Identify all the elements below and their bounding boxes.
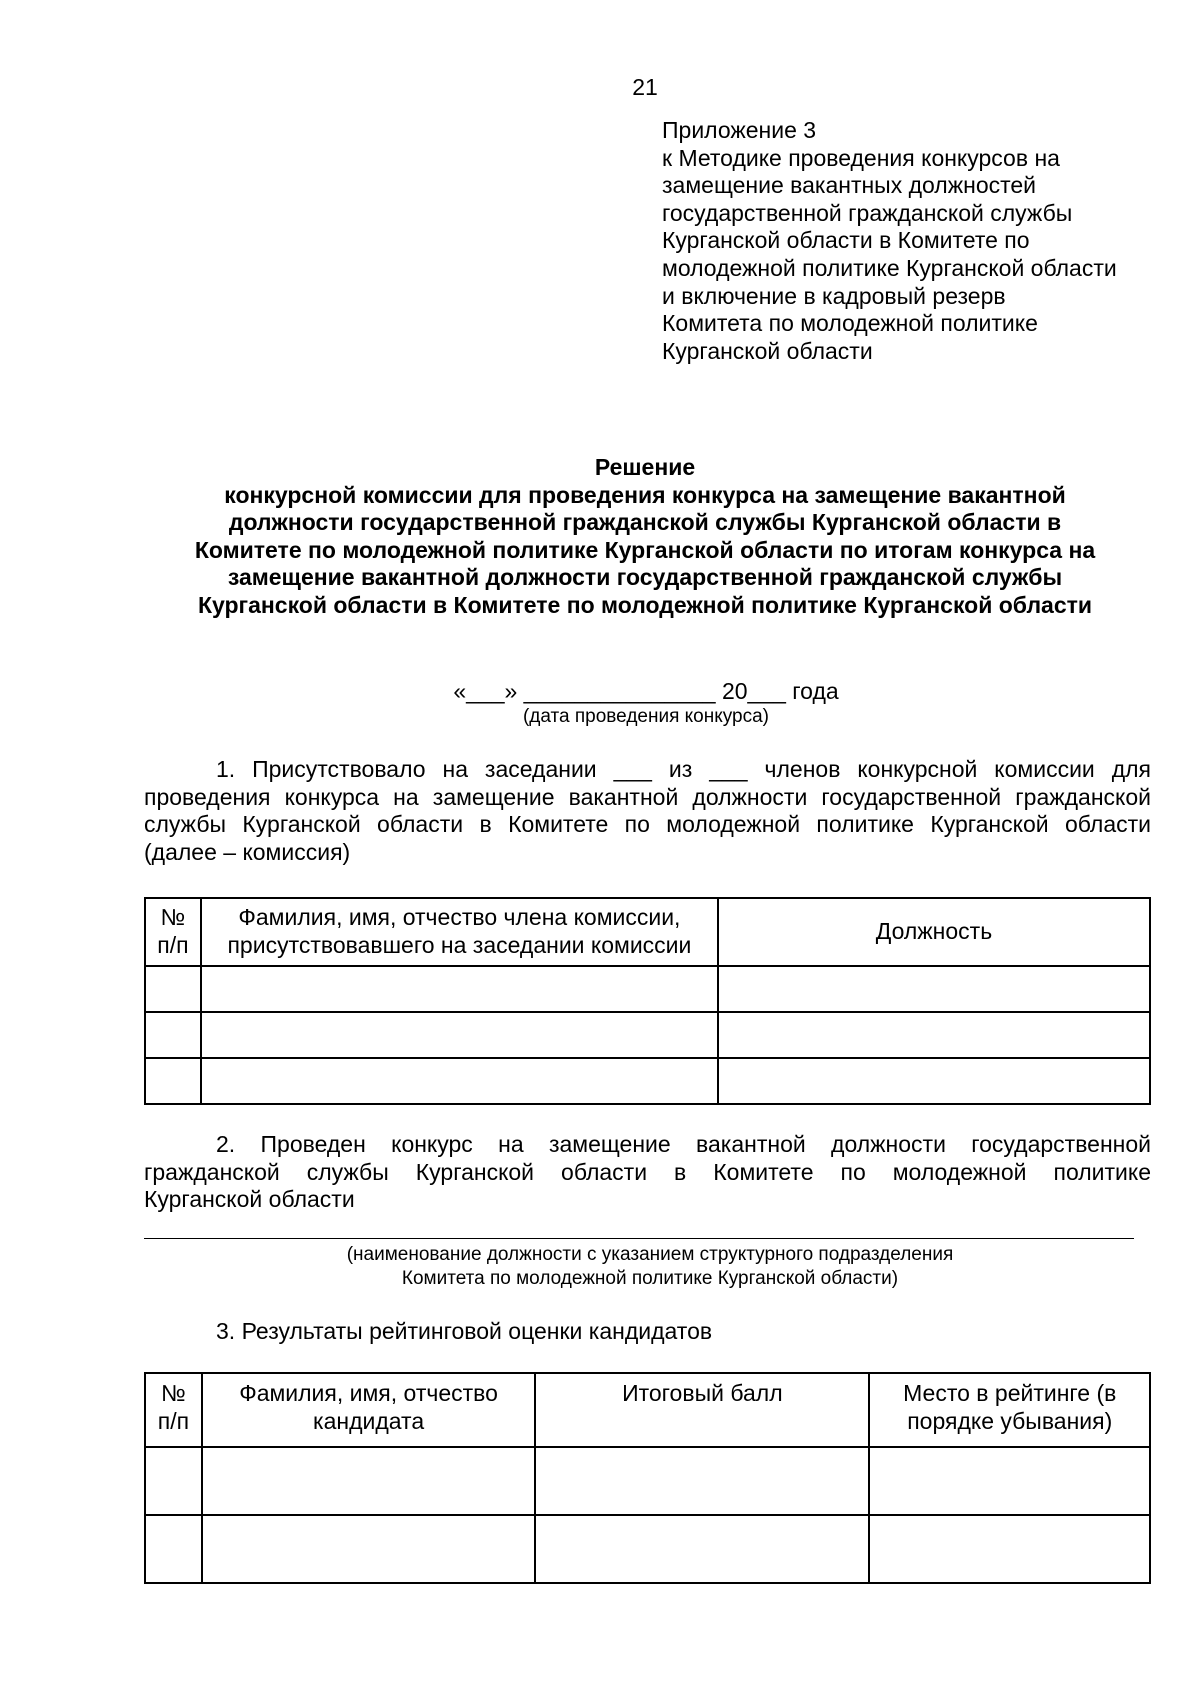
- position-name-blank-line[interactable]: [144, 1238, 1134, 1239]
- appendix-line: замещение вакантных должностей: [662, 172, 1037, 199]
- title-line: Комитете по молодежной политике Курганской области по итогам конкурса на: [194, 536, 1096, 563]
- paragraph-line: гражданской службы Курганской области в Комитете по молодежной политике: [144, 1158, 1151, 1185]
- appendix-line: государственной гражданской службы: [662, 199, 1073, 226]
- table-cell[interactable]: [145, 1447, 202, 1515]
- title-line: должности государственной гражданской службы Курганской области в: [228, 509, 1062, 536]
- table-row: [145, 1058, 1150, 1104]
- title-line: замещение вакантной должности государственной гражданской службы: [227, 564, 1063, 591]
- header-cell-member-name: Фамилия, имя, отчество члена комиссии, присутствовавшего на заседании комиссии: [201, 898, 718, 966]
- table-row: [145, 966, 1150, 1012]
- paragraph-line: (далее – комиссия): [144, 838, 351, 865]
- table-row: [145, 1447, 1150, 1515]
- appendix-line: молодежной политике Курганской области: [662, 254, 1117, 281]
- page-number: 21: [632, 74, 658, 100]
- paragraph-line: службы Курганской области в Комитете по молодежной политике Курганской области: [144, 811, 1151, 838]
- table-cell[interactable]: [201, 966, 718, 1012]
- candidate-rating-table: [144, 1372, 1151, 1584]
- table-cell[interactable]: [869, 1515, 1150, 1583]
- section-1-paragraph: [144, 756, 1151, 866]
- header-cell-number: № п/п: [145, 1373, 202, 1447]
- appendix-line: Комитета по молодежной политике: [662, 310, 1038, 337]
- table-header-row: [145, 898, 1150, 966]
- table-cell[interactable]: [869, 1447, 1150, 1515]
- table-cell[interactable]: [535, 1515, 869, 1583]
- appendix-line: к Методике проведения конкурсов на: [662, 144, 1060, 171]
- caption-line: (наименование должности с указанием структурного подразделения: [346, 1244, 954, 1265]
- section-2-paragraph: [144, 1131, 1151, 1214]
- table-cell[interactable]: [535, 1447, 869, 1515]
- table-header-row: [145, 1373, 1150, 1447]
- position-name-caption: [0, 1243, 1200, 1291]
- table-cell[interactable]: [145, 1012, 201, 1058]
- table-cell[interactable]: [718, 1058, 1150, 1104]
- date-caption: (дата проведения конкурса): [522, 706, 770, 727]
- title-line: конкурсной комиссии для проведения конкурса на замещение вакантной: [224, 481, 1066, 508]
- table-cell[interactable]: [718, 966, 1150, 1012]
- appendix-line: и включение в кадровый резерв: [662, 282, 1006, 309]
- paragraph-line: проведения конкурса на замещение вакантной должности государственной гражданской: [144, 783, 1151, 810]
- table-row: [145, 1515, 1150, 1583]
- appendix-line: Курганской области: [662, 337, 873, 364]
- paragraph-line: 1. Присутствовало на заседании ___ из ___ членов конкурсной комиссии для: [216, 756, 1151, 782]
- header-cell-position: Должность: [718, 898, 1150, 966]
- table-cell[interactable]: [145, 1515, 202, 1583]
- section-3-heading: 3. Результаты рейтинговой оценки кандидатов: [216, 1318, 713, 1344]
- date-line: «___» _______________ 20___ года: [453, 678, 839, 704]
- table-cell[interactable]: [201, 1012, 718, 1058]
- table-cell[interactable]: [201, 1058, 718, 1104]
- header-cell-final-score: Итоговый балл: [535, 1373, 869, 1447]
- header-cell-candidate-name: Фамилия, имя, отчество кандидата: [202, 1373, 535, 1447]
- paragraph-line: 2. Проведен конкурс на замещение вакантной должности государственной: [216, 1131, 1151, 1157]
- table-cell[interactable]: [718, 1012, 1150, 1058]
- table-cell[interactable]: [202, 1447, 535, 1515]
- paragraph-line: Курганской области: [144, 1186, 355, 1213]
- header-cell-rating-place: Место в рейтинге (в порядке убывания): [869, 1373, 1150, 1447]
- title-heading: Решение: [594, 454, 696, 480]
- table-cell[interactable]: [145, 966, 201, 1012]
- table-cell[interactable]: [145, 1058, 201, 1104]
- caption-line: Комитета по молодежной политике Курганской области): [401, 1268, 899, 1289]
- header-cell-number: № п/п: [145, 898, 201, 966]
- table-cell[interactable]: [202, 1515, 535, 1583]
- document-title: [145, 454, 1145, 620]
- appendix-block: [662, 117, 1162, 365]
- title-line: Курганской области в Комитете по молодежной политике Курганской области: [197, 591, 1093, 618]
- appendix-line: Приложение 3: [662, 117, 817, 143]
- appendix-line: Курганской области в Комитете по: [662, 227, 1030, 254]
- commission-members-table: [144, 897, 1151, 1105]
- table-row: [145, 1012, 1150, 1058]
